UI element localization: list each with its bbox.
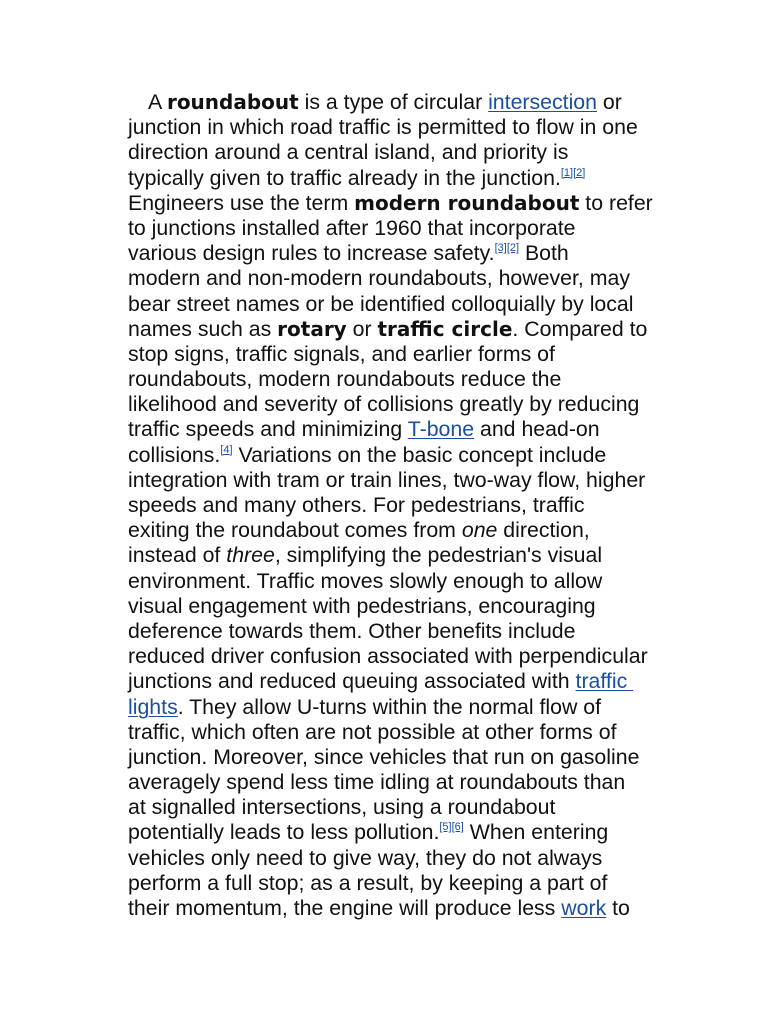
text-run: instead of bbox=[128, 543, 227, 568]
citation-link[interactable]: [3] bbox=[494, 242, 507, 255]
text-line: stop signs, traffic signals, and earlier forms of bbox=[128, 341, 555, 366]
text-run: to refer bbox=[579, 190, 653, 215]
text-line: roundabouts, modern roundabouts reduce the bbox=[128, 367, 562, 392]
text-line: environment. Traffic moves slowly enough to allow bbox=[128, 568, 603, 593]
text-line bbox=[128, 241, 698, 266]
text-line: likelihood and severity of collisions greatly by reducing bbox=[128, 392, 640, 417]
text-run: . They allow U-turns within the normal flow of bbox=[177, 694, 602, 719]
text-run: or bbox=[346, 316, 378, 341]
link-t-bone[interactable]: T-bone bbox=[407, 417, 475, 442]
text-run: collisions. bbox=[128, 442, 221, 467]
text-line bbox=[128, 896, 698, 921]
text-line: deference towards them. Other benefits include bbox=[128, 618, 576, 643]
text-line: modern and non-modern roundabouts, however, may bbox=[128, 266, 630, 291]
text-line bbox=[128, 820, 698, 845]
link-traffic-lights[interactable]: traffic bbox=[575, 669, 634, 694]
text-line bbox=[128, 166, 698, 191]
text-line: reduced driver confusion associated with perpendicular bbox=[128, 644, 648, 669]
text-run: junctions and reduced queuing associated with bbox=[128, 669, 576, 694]
citation-link[interactable]: [5] bbox=[439, 821, 452, 834]
text-run: When entering bbox=[463, 820, 609, 845]
text-line: junction. Moreover, since vehicles that run on gasoline bbox=[128, 744, 640, 769]
text-run: various design rules to increase safety. bbox=[128, 241, 495, 266]
text-run: typically given to traffic already in the junction. bbox=[128, 165, 561, 190]
text-run: A bbox=[148, 90, 167, 114]
text-line: to junctions installed after 1960 that incorporate bbox=[128, 215, 576, 240]
bold-term-traffic-circle: traffic circle bbox=[377, 316, 513, 341]
article-paragraph bbox=[128, 90, 698, 921]
citation-link[interactable]: [2] bbox=[506, 242, 520, 255]
text-line bbox=[128, 518, 698, 543]
text-run: . Compared to bbox=[512, 316, 648, 341]
text-line: perform a full stop; as a result, by keeping a part of bbox=[128, 870, 608, 895]
citation-link[interactable]: [4] bbox=[220, 443, 233, 456]
text-line bbox=[128, 90, 698, 115]
text-line bbox=[128, 317, 698, 342]
text-line bbox=[128, 695, 698, 720]
text-run: traffic speeds and minimizing bbox=[128, 417, 408, 442]
text-run: is a type of circular bbox=[298, 90, 489, 114]
citation-link[interactable]: [1] bbox=[560, 166, 574, 179]
text-run: and head-on bbox=[474, 417, 600, 442]
text-line: vehicles only need to give way, they do not always bbox=[128, 845, 603, 870]
text-line: at signalled intersections, using a roundabout bbox=[128, 795, 556, 820]
text-run: Engineers use the term bbox=[128, 190, 355, 215]
text-line: integration with tram or train lines, two-way flow, higher bbox=[128, 467, 646, 492]
text-line: direction around a central island, and priority is bbox=[128, 140, 569, 165]
text-line bbox=[128, 417, 698, 442]
text-run: exiting the roundabout comes from bbox=[128, 518, 462, 543]
text-run: , simplifying the pedestrian's visual bbox=[274, 543, 603, 568]
italic-word: one bbox=[461, 518, 498, 543]
text-run: their momentum, the engine will produce less bbox=[128, 896, 562, 920]
link-traffic-lights[interactable]: lights bbox=[128, 694, 178, 719]
bold-term-rotary: rotary bbox=[277, 316, 347, 341]
text-line: averagely spend less time idling at roundabouts than bbox=[128, 770, 626, 795]
text-line: bear street names or be identified colloquially by local bbox=[128, 291, 634, 316]
text-run: Variations on the basic concept include bbox=[232, 442, 607, 467]
text-run: or bbox=[597, 90, 622, 114]
bold-term-modern-roundabout: modern roundabout bbox=[354, 190, 580, 215]
text-line bbox=[128, 669, 698, 694]
text-line bbox=[128, 191, 698, 216]
text-run: direction, bbox=[497, 518, 590, 543]
text-line: traffic, which often are not possible at other forms of bbox=[128, 719, 617, 744]
text-run: potentially leads to less pollution. bbox=[128, 820, 440, 845]
citation-link[interactable]: [2] bbox=[573, 166, 586, 179]
text-line bbox=[128, 443, 698, 468]
text-line bbox=[128, 543, 698, 568]
text-run: Both bbox=[519, 241, 569, 266]
bold-term-roundabout: roundabout bbox=[166, 90, 299, 114]
text-line: speeds and many others. For pedestrians, traffic bbox=[128, 493, 585, 517]
link-work[interactable]: work bbox=[561, 896, 607, 920]
text-run: names such as bbox=[128, 316, 278, 341]
link-intersection[interactable]: intersection bbox=[488, 90, 597, 114]
italic-word: three bbox=[226, 543, 275, 568]
text-line: junction in which road traffic is permitted to flow in one bbox=[128, 115, 638, 140]
text-line: visual engagement with pedestrians, encouraging bbox=[128, 593, 596, 618]
text-run: to bbox=[606, 896, 630, 920]
citation-link[interactable]: [6] bbox=[451, 821, 464, 834]
